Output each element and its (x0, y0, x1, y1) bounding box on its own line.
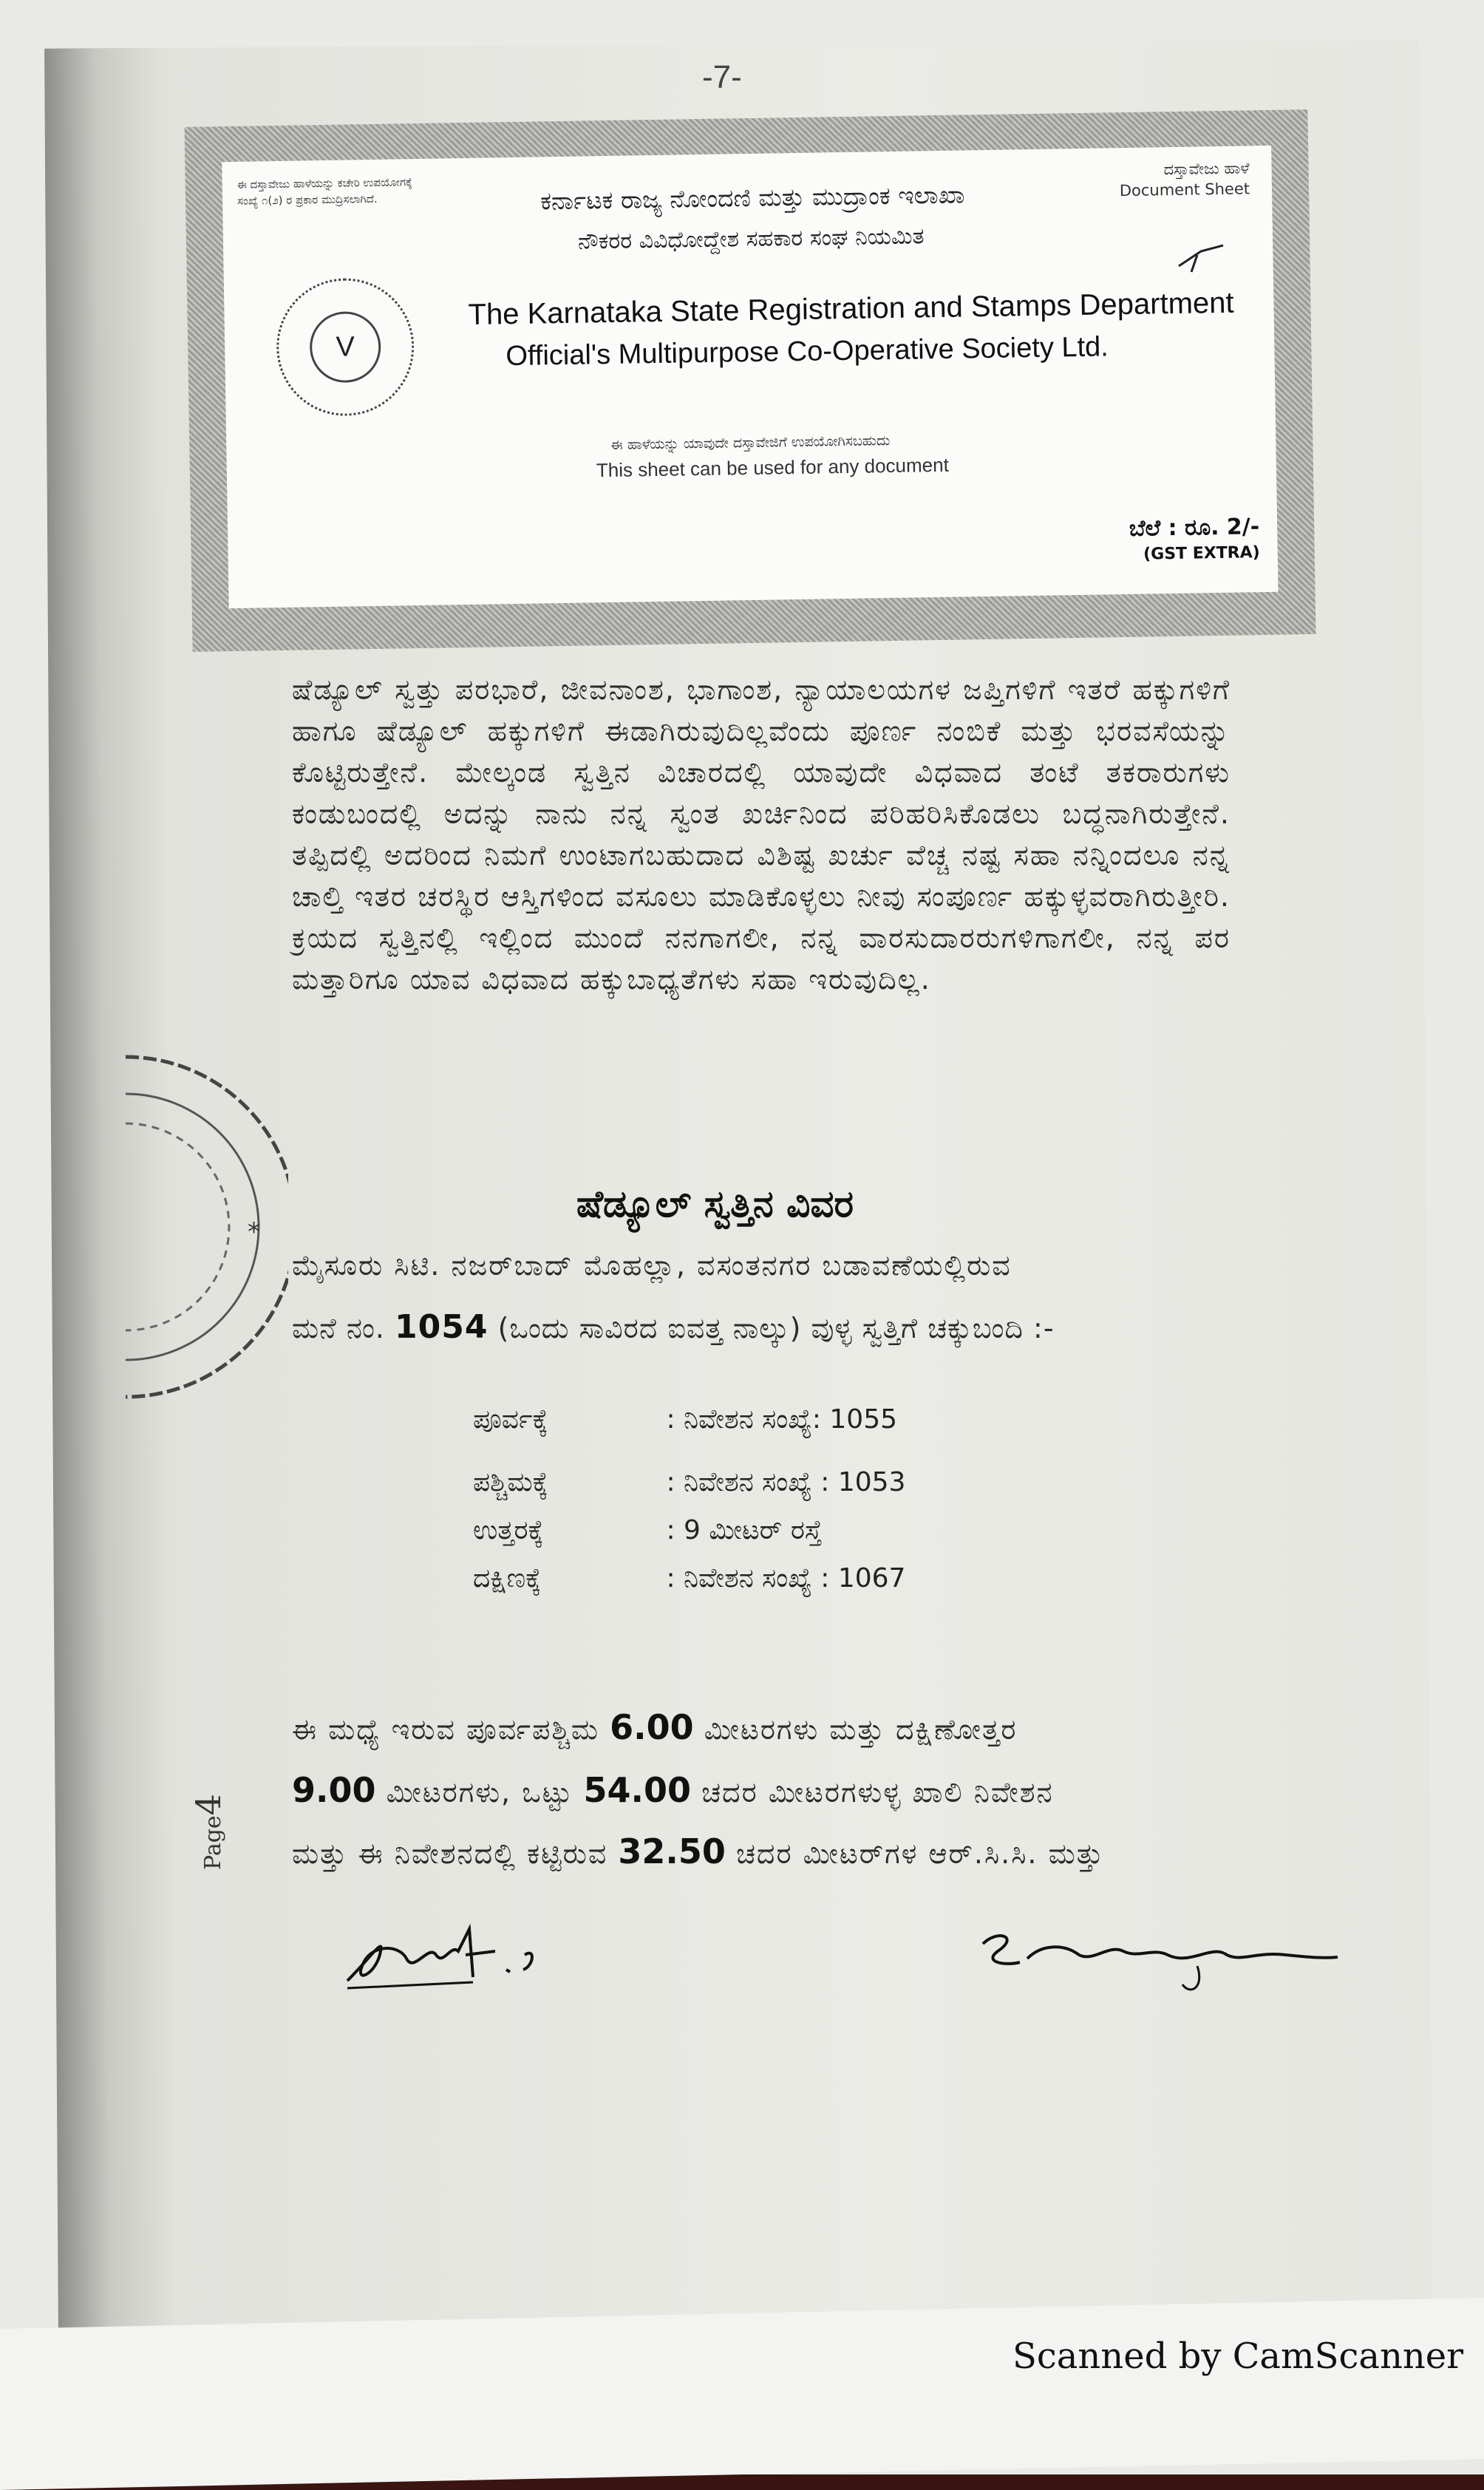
note-line-2: ಸಂಖ್ಯೆ ೧(೨) ರ ಪ್ರಕಾರ ಮುದ್ರಿಸಲಾಗಿದೆ. (236, 191, 378, 208)
page-label: Page (200, 1815, 226, 1870)
page-number-value: 4 (188, 1794, 228, 1816)
header-english-line-2: Official's Multipurpose Co-Operative Society Ltd. (506, 331, 1109, 373)
boundary-label: ಪಶ್ಚಿಮಕ್ಕೆ (473, 1467, 548, 1497)
usage-note-kn: ಈ ಹಾಳೆಯನ್ನು ಯಾವುದೇ ದಸ್ತಾವೇಜಿಗೆ ಉಪಯೋಗಿಸಬಹುದು (610, 432, 891, 453)
declaration-paragraph: ಷೆಡ್ಯೂಲ್ ಸ್ವತ್ತು ಪರಭಾರೆ, ಜೀವನಾಂಶ, ಭಾಗಾಂಶ, ನ್ಯಾಯಾಲಯಗಳ ಜಪ್ತಿಗಳಿಗೆ ಇತರೆ ಹಕ್ಕುಗಳಿಗೆ ಹಾಗೂ ಷೆಡ್ಯೂಲ್ ಹಕ್ಕುಗಳಿಗೆ ಈಡಾಗಿರುವುದಿಲ್ಲವೆಂದು ಪೂರ್ಣ ನಂಬಿಕೆ ಮತ್ತು ಭರವಸೆಯನ್ನು ಕೊಟ್ಟಿರುತ್ತೇನೆ. ಮೇಲ್ಕಂಡ ಸ್ವತ್ತಿನ ವಿಚಾರದಲ್ಲಿ ಯಾವುದೇ ವಿಧವಾದ ತಂಟೆ ತಕರಾರುಗಳು ಕಂಡುಬಂದಲ್ಲಿ ಅದನ್ನು ನಾನು ನನ್ನ ಸ್ವಂತ ಖರ್ಚಿನಿಂದ ಪರಿಹರಿಸಿಕೊಡಲು ಬದ್ಧನಾಗಿರುತ್ತೇನೆ. ತಪ್ಪಿದಲ್ಲಿ ಅದರಿಂದ ನಿಮಗೆ ಉಂಟಾಗಬಹುದಾದ ವಿಶಿಷ್ಟ ಖರ್ಚು ವೆಚ್ಚ ನಷ್ಟ ಸಹಾ ನನ್ನಿಂದಲೂ ನನ್ನ ಚಾಲ್ತಿ ಇತರ ಚರಸ್ಥಿರ ಆಸ್ತಿಗಳಿಂದ ವಸೂಲು ಮಾಡಿಕೊಳ್ಳಲು ನೀವು ಸಂಪೂರ್ಣ ಹಕ್ಕುಳ್ಳವರಾಗಿರುತ್ತೀರಿ. ಕ್ರಯದ ಸ್ವತ್ತಿನಲ್ಲಿ ಇಲ್ಲಿಂದ ಮುಂದೆ ನನಗಾಗಲೀ, ನನ್ನ ವಾರಸುದಾರರುಗಳಿಗಾಗಲೀ, ನನ್ನ ಪರ ಮತ್ತಾರಿಗೂ ಯಾವ ವಿಧವಾದ ಹಕ್ಕುಬಾಧ್ಯತೆಗಳು ಸಹಾ ಇರುವುದಿಲ್ಲ. (292, 673, 1231, 996)
header-kannada-line-2: ನೌಕರರ ವಿವಿಧೋದ್ದೇಶ ಸಹಕಾರ ಸಂಘ ನಿಯಮಿತ (577, 223, 925, 255)
property-location: ಮೈಸೂರು ಸಿಟಿ. ನಜರ್‌ಬಾದ್ ಮೊಹಲ್ಲಾ, ವಸಂತನಗರ ಬಡಾವಣೆಯಲ್ಲಿರುವ (292, 1249, 1012, 1282)
boundary-label: ದಕ್ಷಿಣಕ್ಕೆ (473, 1563, 542, 1593)
gst-note: (GST EXTRA) (1143, 543, 1260, 564)
north-south-length: 9.00 (292, 1770, 376, 1810)
page-mark: -7- (702, 59, 742, 95)
header-kannada-line-1: ಕರ್ನಾಟಕ ರಾಜ್ಯ ನೋಂದಣಿ ಮತ್ತು ಮುದ್ರಾಂಕ ಇಲಾಖಾ (540, 180, 965, 216)
measurement-line-3 (292, 1831, 1253, 1871)
house-no-suffix: (ಒಂದು ಸಾವಿರದ ಐವತ್ತ ನಾಲ್ಕು) ವುಳ್ಳ ಸ್ವತ್ತಿಗೆ ಚಕ್ಕುಬಂದಿ :- (497, 1312, 1055, 1344)
boundary-value: : ನಿವೇಶನ ಸಂಖ್ಯೆ: 1055 (666, 1404, 898, 1435)
stamp-sheet-panel (222, 146, 1278, 608)
boundary-west (473, 1467, 905, 1498)
boundary-label: ಪೂರ್ವಕ್ಕೆ (473, 1404, 548, 1435)
schedule-title: ಷೆಡ್ಯೂಲ್ ಸ್ವತ್ತಿನ ವಿವರ (576, 1183, 854, 1225)
document-sheet-en: Document Sheet (1119, 180, 1250, 200)
measurement-line-2 (292, 1770, 1253, 1810)
document-sheet-kn: ದಸ್ತಾವೇಜು ಹಾಳೆ (1163, 159, 1250, 179)
east-west-length: 6.00 (610, 1707, 694, 1747)
stamp-sheet-header (185, 109, 1316, 652)
total-area: 54.00 (583, 1770, 691, 1810)
boundary-value: : ನಿವೇಶನ ಸಂಖ್ಯೆ : 1053 (666, 1467, 906, 1497)
text: ಈ ಮಧ್ಯೆ ಇರುವ ಪೂರ್ವಪಶ್ಚಿಮ (292, 1713, 600, 1746)
svg-text:*: * (248, 1217, 260, 1247)
price-label (1129, 515, 1260, 567)
text: ಚದರ ಮೀಟರಗಳುಳ್ಳ ಖಾಲಿ ನಿವೇಶನ (701, 1776, 1054, 1809)
measurement-line-1 (292, 1707, 1253, 1747)
boundary-value: : 9 ಮೀಟರ್ ರಸ್ತೆ (666, 1515, 823, 1545)
house-no-prefix: ಮನೆ ನಂ. (292, 1312, 385, 1344)
boundary-value: : ನಿವೇಶನ ಸಂಖ್ಯೆ : 1067 (666, 1563, 906, 1593)
seal-letter: V (309, 311, 381, 383)
header-english-line-1: The Karnataka State Registration and Stamps Department (468, 286, 1234, 331)
signature-left (340, 1914, 547, 2003)
text: ಮೀಟರಗಳು ಮತ್ತು ದಕ್ಷಿಣೋತ್ತರ (704, 1713, 1018, 1746)
house-number: 1054 (395, 1308, 489, 1346)
registration-seal-icon (111, 1050, 288, 1404)
text: ಚದರ ಮೀಟರ್‌ಗಳ ಆರ್.ಸಿ.ಸಿ. ಮತ್ತು (735, 1837, 1105, 1870)
house-number-line (292, 1308, 1055, 1346)
price: ಬೆಲೆ : ರೂ. 2/- (1129, 514, 1260, 542)
text: ಮತ್ತು ಈ ನಿವೇಶನದಲ್ಲಿ ಕಟ್ಟಿರುವ (292, 1837, 608, 1870)
header-top-left-note (237, 174, 413, 209)
scan-bottom-edge (0, 2298, 1484, 2490)
society-seal-icon (276, 277, 415, 417)
boundary-label: ಉತ್ತರಕ್ಕೆ (473, 1515, 544, 1545)
usage-note-en: This sheet can be used for any document (596, 453, 950, 482)
header-top-right (1119, 157, 1250, 201)
built-area: 32.50 (618, 1831, 726, 1871)
boundary-north (473, 1515, 822, 1546)
note-line-1: ಈ ದಸ್ತಾವೇಜು ಹಾಳೆಯನ್ನು ಕಚೇರಿ ಉಪಯೋಗಕ್ಕೆ (236, 175, 412, 191)
scanner-watermark: Scanned by CamScanner (1012, 2336, 1464, 2377)
boundary-east (473, 1404, 897, 1435)
boundary-south (473, 1563, 905, 1594)
page-number (188, 1794, 228, 1870)
signature-right (976, 1922, 1345, 2003)
tick-mark-icon (1175, 244, 1227, 273)
text: ಮೀಟರಗಳು, ಒಟ್ಟು (386, 1776, 573, 1809)
